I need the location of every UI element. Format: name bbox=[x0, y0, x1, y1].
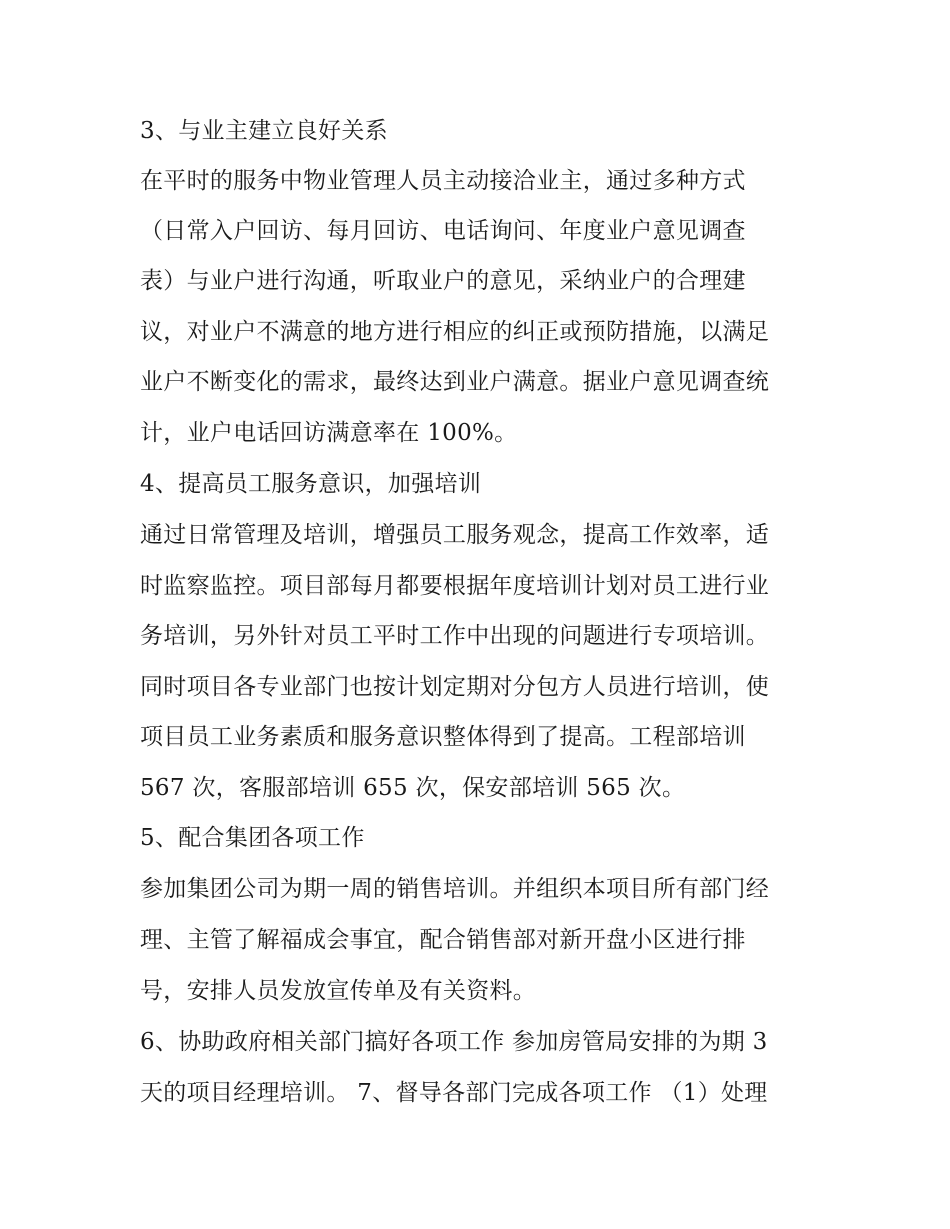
paragraph-line: 表）与业户进行沟通，听取业户的意见，采纳业户的合理建 bbox=[140, 268, 746, 294]
section-heading-3: 3、与业主建立良好关系 bbox=[140, 118, 388, 144]
paragraph-line: 参加集团公司为期一周的销售培训。并组织本项目所有部门经 bbox=[140, 876, 770, 902]
paragraph-line: （日常入户回访、每月回访、电话询问、年度业户意见调查 bbox=[140, 218, 746, 244]
paragraph-line: 通过日常管理及培训，增强员工服务观念，提高工作效率，适 bbox=[140, 522, 770, 548]
paragraph-line: 567 次，客服部培训 655 次，保安部培训 565 次。 bbox=[140, 775, 686, 801]
section-heading-4: 4、提高员工服务意识，加强培训 bbox=[140, 471, 482, 497]
paragraph-line: 时监察监控。项目部每月都要根据年度培训计划对员工进行业 bbox=[140, 573, 770, 599]
paragraph-line: 业户不断变化的需求，最终达到业户满意。据业户意见调查统 bbox=[140, 369, 770, 395]
paragraph-line: 6、协助政府相关部门搞好各项工作 参加房管局安排的为期 3 bbox=[140, 1029, 768, 1055]
section-heading-5: 5、配合集团各项工作 bbox=[140, 825, 365, 851]
paragraph-line: 理、主管了解福成会事宜，配合销售部对新开盘小区进行排 bbox=[140, 927, 746, 953]
paragraph-line: 务培训，另外针对员工平时工作中出现的问题进行专项培训。 bbox=[140, 623, 770, 649]
paragraph-line: 号，安排人员发放宣传单及有关资料。 bbox=[140, 978, 537, 1004]
paragraph-line: 计，业户电话回访满意率在 100%。 bbox=[140, 420, 518, 446]
paragraph-line: 议，对业户不满意的地方进行相应的纠正或预防措施，以满足 bbox=[140, 319, 770, 345]
paragraph-line: 项目员工业务素质和服务意识整体得到了提高。工程部培训 bbox=[140, 724, 746, 750]
paragraph-line: 同时项目各专业部门也按计划定期对分包方人员进行培训，使 bbox=[140, 674, 770, 700]
paragraph-line: 在平时的服务中物业管理人员主动接洽业主，通过多种方式 bbox=[140, 168, 746, 194]
paragraph-line: 天的项目经理培训。 7、督导各部门完成各项工作 （1）处理 bbox=[140, 1080, 768, 1106]
